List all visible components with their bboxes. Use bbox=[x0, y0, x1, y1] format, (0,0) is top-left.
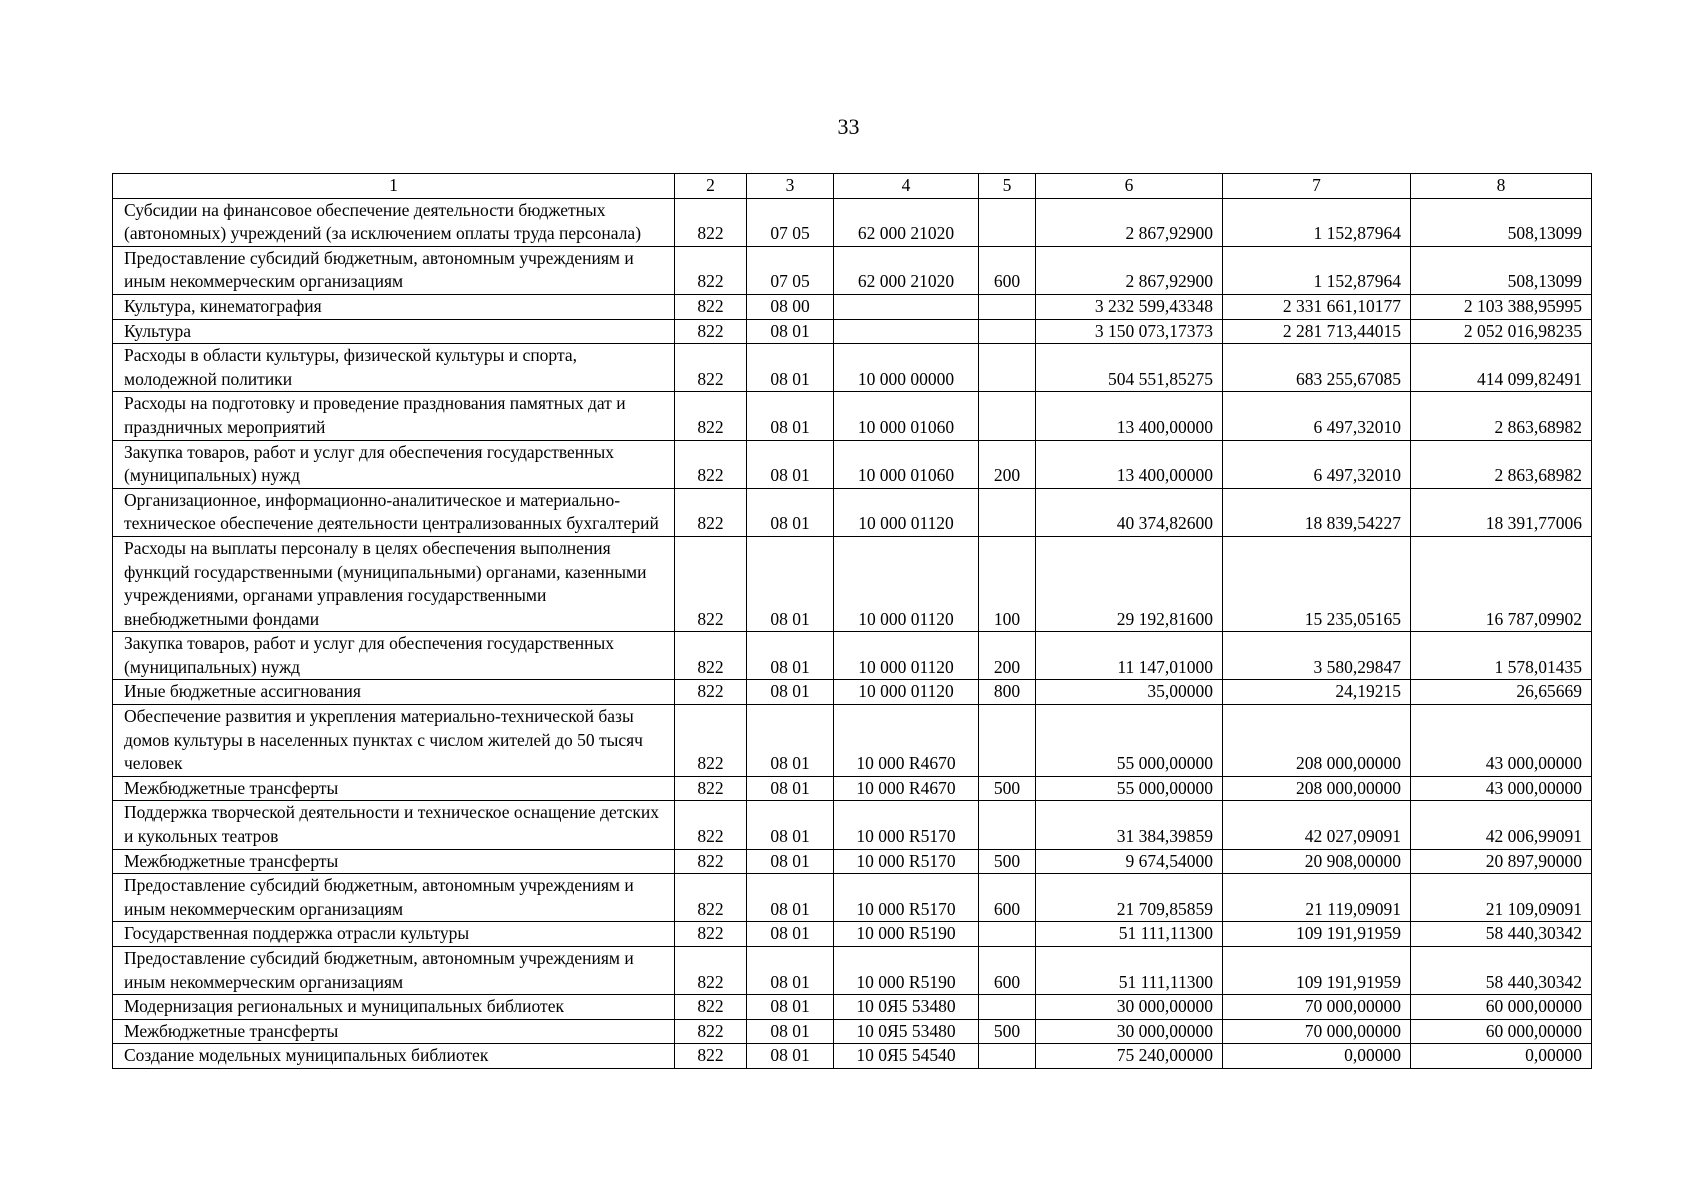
cell-ved-code: 822 bbox=[675, 198, 747, 246]
table-row bbox=[113, 488, 1592, 536]
table-row bbox=[113, 705, 1592, 777]
table-row bbox=[113, 801, 1592, 849]
cell-amount-col6: 9 674,54000 bbox=[1036, 849, 1223, 874]
row-name: Предоставление субсидий бюджетным, автономным учреждениям и иным некоммерческим организациям bbox=[113, 874, 675, 922]
cell-amount-col7: 0,00000 bbox=[1223, 1044, 1411, 1069]
cell-ved-code: 822 bbox=[675, 705, 747, 777]
cell-expense-type bbox=[979, 488, 1036, 536]
cell-amount-col7: 24,19215 bbox=[1223, 680, 1411, 705]
table-row bbox=[113, 922, 1592, 947]
table-row bbox=[113, 440, 1592, 488]
cell-amount-col7: 18 839,54227 bbox=[1223, 488, 1411, 536]
cell-section-code: 08 01 bbox=[747, 680, 834, 705]
cell-amount-col7: 3 580,29847 bbox=[1223, 632, 1411, 680]
table-row bbox=[113, 392, 1592, 440]
cell-target-article: 10 000 01120 bbox=[834, 632, 979, 680]
cell-section-code: 08 01 bbox=[747, 392, 834, 440]
table-row bbox=[113, 849, 1592, 874]
table-row bbox=[113, 680, 1592, 705]
column-header: 2 bbox=[675, 174, 747, 199]
cell-target-article: 62 000 21020 bbox=[834, 246, 979, 294]
row-name: Создание модельных муниципальных библиотек bbox=[113, 1044, 675, 1069]
table-row bbox=[113, 1019, 1592, 1044]
cell-amount-col7: 2 331 661,10177 bbox=[1223, 294, 1411, 319]
cell-amount-col8: 18 391,77006 bbox=[1411, 488, 1592, 536]
cell-amount-col6: 13 400,00000 bbox=[1036, 392, 1223, 440]
table-row bbox=[113, 344, 1592, 392]
cell-amount-col8: 58 440,30342 bbox=[1411, 947, 1592, 995]
cell-ved-code: 822 bbox=[675, 440, 747, 488]
cell-amount-col6: 35,00000 bbox=[1036, 680, 1223, 705]
cell-amount-col8: 16 787,09902 bbox=[1411, 536, 1592, 631]
table-row bbox=[113, 246, 1592, 294]
cell-amount-col7: 70 000,00000 bbox=[1223, 995, 1411, 1020]
cell-section-code: 08 00 bbox=[747, 294, 834, 319]
cell-section-code: 08 01 bbox=[747, 344, 834, 392]
cell-amount-col7: 109 191,91959 bbox=[1223, 947, 1411, 995]
page-number: 33 bbox=[837, 114, 860, 139]
cell-target-article: 10 000 01120 bbox=[834, 536, 979, 631]
cell-amount-col6: 504 551,85275 bbox=[1036, 344, 1223, 392]
cell-section-code: 08 01 bbox=[747, 632, 834, 680]
cell-ved-code: 822 bbox=[675, 1044, 747, 1069]
cell-ved-code: 822 bbox=[675, 947, 747, 995]
cell-amount-col7: 1 152,87964 bbox=[1223, 198, 1411, 246]
cell-target-article: 10 000 R4670 bbox=[834, 705, 979, 777]
cell-section-code: 08 01 bbox=[747, 947, 834, 995]
cell-section-code: 08 01 bbox=[747, 705, 834, 777]
cell-amount-col6: 55 000,00000 bbox=[1036, 705, 1223, 777]
cell-amount-col6: 13 400,00000 bbox=[1036, 440, 1223, 488]
cell-expense-type: 500 bbox=[979, 849, 1036, 874]
cell-section-code: 07 05 bbox=[747, 198, 834, 246]
cell-section-code: 07 05 bbox=[747, 246, 834, 294]
cell-amount-col6: 11 147,01000 bbox=[1036, 632, 1223, 680]
cell-amount-col8: 414 099,82491 bbox=[1411, 344, 1592, 392]
cell-section-code: 08 01 bbox=[747, 1019, 834, 1044]
cell-section-code: 08 01 bbox=[747, 922, 834, 947]
cell-amount-col7: 70 000,00000 bbox=[1223, 1019, 1411, 1044]
cell-ved-code: 822 bbox=[675, 246, 747, 294]
cell-amount-col8: 20 897,90000 bbox=[1411, 849, 1592, 874]
cell-ved-code: 822 bbox=[675, 344, 747, 392]
cell-section-code: 08 01 bbox=[747, 995, 834, 1020]
cell-amount-col6: 55 000,00000 bbox=[1036, 776, 1223, 801]
cell-expense-type bbox=[979, 198, 1036, 246]
cell-expense-type bbox=[979, 344, 1036, 392]
cell-ved-code: 822 bbox=[675, 536, 747, 631]
row-name: Поддержка творческой деятельности и техническое оснащение детских и кукольных театров bbox=[113, 801, 675, 849]
table-row bbox=[113, 198, 1592, 246]
column-header: 1 bbox=[113, 174, 675, 199]
table-row bbox=[113, 632, 1592, 680]
cell-amount-col6: 40 374,82600 bbox=[1036, 488, 1223, 536]
cell-target-article: 10 0Я5 53480 bbox=[834, 995, 979, 1020]
cell-target-article: 10 000 R5190 bbox=[834, 922, 979, 947]
cell-section-code: 08 01 bbox=[747, 849, 834, 874]
cell-expense-type bbox=[979, 801, 1036, 849]
row-name: Закупка товаров, работ и услуг для обеспечения государственных (муниципальных) нужд bbox=[113, 440, 675, 488]
cell-amount-col7: 6 497,32010 bbox=[1223, 392, 1411, 440]
cell-expense-type: 800 bbox=[979, 680, 1036, 705]
cell-expense-type: 600 bbox=[979, 246, 1036, 294]
cell-section-code: 08 01 bbox=[747, 319, 834, 344]
cell-ved-code: 822 bbox=[675, 294, 747, 319]
row-name: Иные бюджетные ассигнования bbox=[113, 680, 675, 705]
cell-expense-type bbox=[979, 1044, 1036, 1069]
header-row bbox=[113, 174, 1592, 199]
cell-expense-type: 600 bbox=[979, 947, 1036, 995]
cell-section-code: 08 01 bbox=[747, 776, 834, 801]
column-header: 5 bbox=[979, 174, 1036, 199]
cell-amount-col8: 2 052 016,98235 bbox=[1411, 319, 1592, 344]
cell-expense-type: 200 bbox=[979, 440, 1036, 488]
column-header: 8 bbox=[1411, 174, 1592, 199]
cell-amount-col7: 208 000,00000 bbox=[1223, 776, 1411, 801]
table-row bbox=[113, 947, 1592, 995]
row-name: Предоставление субсидий бюджетным, автономным учреждениям и иным некоммерческим организациям bbox=[113, 246, 675, 294]
cell-amount-col8: 1 578,01435 bbox=[1411, 632, 1592, 680]
table-row bbox=[113, 874, 1592, 922]
table-row bbox=[113, 1044, 1592, 1069]
cell-expense-type bbox=[979, 319, 1036, 344]
cell-ved-code: 822 bbox=[675, 1019, 747, 1044]
cell-expense-type: 600 bbox=[979, 874, 1036, 922]
cell-ved-code: 822 bbox=[675, 874, 747, 922]
cell-amount-col8: 58 440,30342 bbox=[1411, 922, 1592, 947]
cell-amount-col6: 30 000,00000 bbox=[1036, 995, 1223, 1020]
cell-target-article: 10 000 01060 bbox=[834, 392, 979, 440]
row-name: Межбюджетные трансферты bbox=[113, 1019, 675, 1044]
cell-amount-col8: 2 863,68982 bbox=[1411, 440, 1592, 488]
cell-target-article: 10 000 R5170 bbox=[834, 874, 979, 922]
cell-amount-col8: 43 000,00000 bbox=[1411, 776, 1592, 801]
cell-expense-type bbox=[979, 392, 1036, 440]
row-name: Межбюджетные трансферты bbox=[113, 776, 675, 801]
cell-target-article: 10 000 00000 bbox=[834, 344, 979, 392]
cell-amount-col8: 508,13099 bbox=[1411, 198, 1592, 246]
cell-amount-col8: 26,65669 bbox=[1411, 680, 1592, 705]
cell-amount-col8: 42 006,99091 bbox=[1411, 801, 1592, 849]
cell-amount-col8: 21 109,09091 bbox=[1411, 874, 1592, 922]
column-header: 3 bbox=[747, 174, 834, 199]
cell-amount-col7: 1 152,87964 bbox=[1223, 246, 1411, 294]
cell-target-article: 62 000 21020 bbox=[834, 198, 979, 246]
cell-amount-col8: 2 863,68982 bbox=[1411, 392, 1592, 440]
row-name: Закупка товаров, работ и услуг для обеспечения государственных (муниципальных) нужд bbox=[113, 632, 675, 680]
cell-amount-col6: 31 384,39859 bbox=[1036, 801, 1223, 849]
cell-target-article: 10 000 R5170 bbox=[834, 849, 979, 874]
cell-expense-type bbox=[979, 705, 1036, 777]
cell-amount-col8: 2 103 388,95995 bbox=[1411, 294, 1592, 319]
cell-expense-type bbox=[979, 294, 1036, 319]
cell-expense-type bbox=[979, 922, 1036, 947]
cell-amount-col6: 2 867,92900 bbox=[1036, 198, 1223, 246]
cell-amount-col6: 3 150 073,17373 bbox=[1036, 319, 1223, 344]
cell-expense-type: 500 bbox=[979, 1019, 1036, 1044]
cell-ved-code: 822 bbox=[675, 922, 747, 947]
cell-amount-col6: 29 192,81600 bbox=[1036, 536, 1223, 631]
cell-target-article: 10 000 01120 bbox=[834, 488, 979, 536]
budget-table bbox=[112, 173, 1592, 1069]
cell-amount-col7: 208 000,00000 bbox=[1223, 705, 1411, 777]
cell-target-article: 10 0Я5 53480 bbox=[834, 1019, 979, 1044]
cell-ved-code: 822 bbox=[675, 849, 747, 874]
cell-target-article: 10 000 R5170 bbox=[834, 801, 979, 849]
cell-target-article: 10 0Я5 54540 bbox=[834, 1044, 979, 1069]
cell-section-code: 08 01 bbox=[747, 801, 834, 849]
row-name: Культура, кинематография bbox=[113, 294, 675, 319]
cell-ved-code: 822 bbox=[675, 995, 747, 1020]
row-name: Межбюджетные трансферты bbox=[113, 849, 675, 874]
cell-amount-col7: 15 235,05165 bbox=[1223, 536, 1411, 631]
row-name: Субсидии на финансовое обеспечение деятельности бюджетных (автономных) учреждений (за исключением оплаты труда персонала) bbox=[113, 198, 675, 246]
row-name: Расходы на подготовку и проведение празднования памятных дат и праздничных мероприятий bbox=[113, 392, 675, 440]
cell-amount-col6: 3 232 599,43348 bbox=[1036, 294, 1223, 319]
cell-target-article bbox=[834, 294, 979, 319]
cell-section-code: 08 01 bbox=[747, 874, 834, 922]
cell-amount-col7: 20 908,00000 bbox=[1223, 849, 1411, 874]
cell-ved-code: 822 bbox=[675, 632, 747, 680]
row-name: Обеспечение развития и укрепления материально-технической базы домов культуры в населенных пунктах с числом жителей до 50 тысяч человек bbox=[113, 705, 675, 777]
row-name: Организационное, информационно-аналитическое и материально-техническое обеспечение деятельности централизованных бухгалтерий bbox=[113, 488, 675, 536]
table-row bbox=[113, 536, 1592, 631]
cell-amount-col8: 60 000,00000 bbox=[1411, 1019, 1592, 1044]
cell-section-code: 08 01 bbox=[747, 536, 834, 631]
cell-amount-col7: 109 191,91959 bbox=[1223, 922, 1411, 947]
cell-target-article: 10 000 R5190 bbox=[834, 947, 979, 995]
cell-expense-type bbox=[979, 995, 1036, 1020]
table-row bbox=[113, 319, 1592, 344]
table-row bbox=[113, 294, 1592, 319]
cell-amount-col6: 75 240,00000 bbox=[1036, 1044, 1223, 1069]
cell-ved-code: 822 bbox=[675, 776, 747, 801]
cell-ved-code: 822 bbox=[675, 801, 747, 849]
cell-expense-type: 500 bbox=[979, 776, 1036, 801]
cell-amount-col6: 51 111,11300 bbox=[1036, 947, 1223, 995]
table-row bbox=[113, 776, 1592, 801]
cell-expense-type: 200 bbox=[979, 632, 1036, 680]
cell-section-code: 08 01 bbox=[747, 1044, 834, 1069]
column-header: 6 bbox=[1036, 174, 1223, 199]
cell-expense-type: 100 bbox=[979, 536, 1036, 631]
cell-ved-code: 822 bbox=[675, 392, 747, 440]
row-name: Государственная поддержка отрасли культуры bbox=[113, 922, 675, 947]
cell-amount-col7: 2 281 713,44015 bbox=[1223, 319, 1411, 344]
table-row bbox=[113, 995, 1592, 1020]
cell-target-article bbox=[834, 319, 979, 344]
cell-amount-col8: 60 000,00000 bbox=[1411, 995, 1592, 1020]
cell-ved-code: 822 bbox=[675, 319, 747, 344]
cell-amount-col6: 2 867,92900 bbox=[1036, 246, 1223, 294]
cell-section-code: 08 01 bbox=[747, 488, 834, 536]
cell-target-article: 10 000 01060 bbox=[834, 440, 979, 488]
cell-amount-col6: 30 000,00000 bbox=[1036, 1019, 1223, 1044]
cell-target-article: 10 000 01120 bbox=[834, 680, 979, 705]
cell-amount-col7: 42 027,09091 bbox=[1223, 801, 1411, 849]
cell-amount-col8: 0,00000 bbox=[1411, 1044, 1592, 1069]
column-header: 4 bbox=[834, 174, 979, 199]
cell-amount-col8: 43 000,00000 bbox=[1411, 705, 1592, 777]
table-body bbox=[113, 198, 1592, 1068]
row-name: Расходы на выплаты персоналу в целях обеспечения выполнения функций государственными (муниципальными) органами, казенными учреждениями, органами управления государственными внебюджетными фондами bbox=[113, 536, 675, 631]
cell-ved-code: 822 bbox=[675, 680, 747, 705]
cell-amount-col6: 51 111,11300 bbox=[1036, 922, 1223, 947]
row-name: Модернизация региональных и муниципальных библиотек bbox=[113, 995, 675, 1020]
row-name: Расходы в области культуры, физической культуры и спорта, молодежной политики bbox=[113, 344, 675, 392]
cell-amount-col8: 508,13099 bbox=[1411, 246, 1592, 294]
row-name: Культура bbox=[113, 319, 675, 344]
cell-amount-col7: 683 255,67085 bbox=[1223, 344, 1411, 392]
cell-target-article: 10 000 R4670 bbox=[834, 776, 979, 801]
column-header: 7 bbox=[1223, 174, 1411, 199]
cell-amount-col7: 21 119,09091 bbox=[1223, 874, 1411, 922]
cell-section-code: 08 01 bbox=[747, 440, 834, 488]
cell-amount-col6: 21 709,85859 bbox=[1036, 874, 1223, 922]
cell-amount-col7: 6 497,32010 bbox=[1223, 440, 1411, 488]
row-name: Предоставление субсидий бюджетным, автономным учреждениям и иным некоммерческим организациям bbox=[113, 947, 675, 995]
cell-ved-code: 822 bbox=[675, 488, 747, 536]
